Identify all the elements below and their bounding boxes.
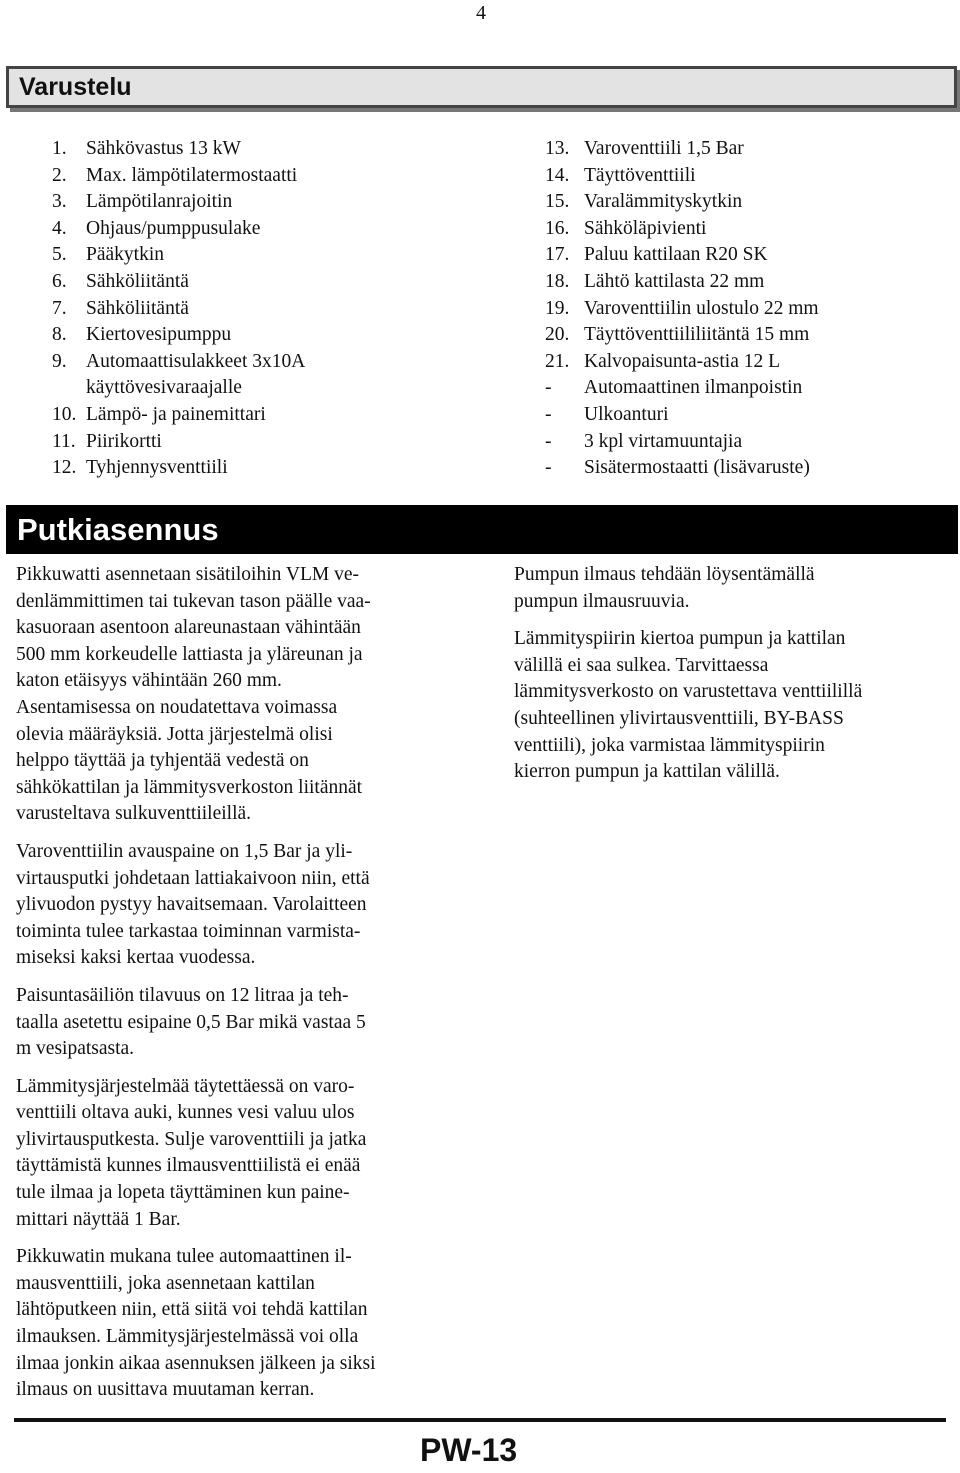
text-line: välillä ei saa sulkea. Tarvittaessa [514, 654, 769, 676]
equipment-item-number: 16. [545, 217, 570, 239]
equipment-item [545, 429, 819, 456]
model-code: PW-13 [420, 1432, 518, 1468]
equipment-item [52, 242, 305, 269]
equipment-item-number: 3. [52, 191, 67, 213]
equipment-item-text: Lämpötilanrajoitin [86, 191, 233, 213]
equipment-item [52, 375, 305, 402]
equipment-item-number: 4. [52, 217, 67, 239]
text-line: mausventtiili, joka asennetaan kattilan [16, 1272, 315, 1294]
equipment-item [545, 322, 819, 349]
equipment-item-text: Varoventtiilin ulostulo 22 mm [584, 297, 819, 319]
text-line: (suhteellinen ylivirtausventtiili, BY-BASS [514, 707, 844, 729]
text-line: Pikkuwatti asennetaan sisätiloihin VLM ve- [16, 564, 360, 585]
equipment-item-number: - [545, 377, 552, 399]
text-line: sähkökattilan ja lämmitysverkoston liitännät [16, 776, 363, 798]
text-line: virtausputki johdetaan lattiakaivoon niin, että [16, 867, 370, 889]
section-header-installation [6, 505, 958, 554]
equipment-item-text: Paluu kattilaan R20 SK [584, 244, 768, 266]
text-line: taalla asetettu esipaine 0,5 Bar mikä vastaa 5 [16, 1011, 366, 1033]
equipment-item-text: Lähtö kattilasta 22 mm [584, 270, 765, 292]
equipment-item-text: Sähkövastus 13 kW [86, 138, 241, 159]
text-line: 500 mm korkeudelle lattiasta ja yläreunan ja [16, 643, 363, 665]
equipment-item [545, 349, 819, 376]
equipment-item [52, 189, 305, 216]
equipment-item [52, 296, 305, 323]
text-line: ilmaa jonkin aikaa asennuksen jälkeen ja siksi [16, 1352, 376, 1374]
text-line: toiminta tulee tarkastaa toiminnan varmista- [16, 920, 361, 942]
equipment-item-text: Kiertovesipumppu [86, 324, 232, 346]
equipment-item-text: 3 kpl virtamuuntajia [584, 430, 743, 452]
text-line: venttiili oltava auki, kunnes vesi valuu ulos [16, 1102, 355, 1124]
equipment-item [52, 402, 305, 429]
equipment-item [52, 455, 305, 482]
equipment-item [545, 296, 819, 323]
text-line: katon etäisyys vähintään 260 mm. [16, 670, 282, 692]
text-line: Pumpun ilmaus tehdään löysentämällä [514, 564, 815, 585]
equipment-item [52, 349, 305, 376]
paragraph [16, 562, 446, 828]
text-line: Asentamisessa on noudatettava voimassa [16, 696, 338, 718]
text-line: Varoventtiilin avauspaine on 1,5 Bar ja yli- [16, 840, 353, 862]
installation-text-right [514, 562, 914, 797]
text-line: helppo täyttää ja tyhjentää vedestä on [16, 750, 309, 772]
text-line: miseksi kaksi kertaa vuodessa. [16, 947, 256, 969]
equipment-item [52, 136, 305, 163]
paragraph [16, 839, 446, 972]
equipment-item-text: Sähköliitäntä [86, 270, 189, 292]
equipment-item-number: 10. [52, 403, 77, 425]
paragraph [16, 983, 446, 1063]
equipment-item-text: Lämpö- ja painemittari [86, 403, 266, 425]
text-line: tule ilmaa ja lopeta täyttäminen kun paine- [16, 1182, 350, 1204]
equipment-item-number: 17. [545, 244, 570, 266]
equipment-item-number: 13. [545, 138, 570, 159]
equipment-list-right [545, 136, 819, 482]
equipment-item-number: 7. [52, 297, 67, 319]
equipment-item [52, 163, 305, 190]
equipment-item-number: - [545, 457, 552, 479]
equipment-item-number: 2. [52, 164, 67, 186]
equipment-item [52, 429, 305, 456]
equipment-item-number: 21. [545, 350, 570, 372]
equipment-item-text: Automaattinen ilmanpoistin [584, 377, 803, 399]
equipment-item-text: Täyttöventtiililiitäntä 15 mm [584, 324, 810, 346]
equipment-item-text: Sisätermostaatti (lisävaruste) [584, 457, 810, 479]
text-line: kasuoraan asentoon alareunastaan vähintään [16, 617, 361, 639]
text-line: täyttämistä kunnes ilmausventtiilistä ei enää [16, 1155, 361, 1177]
text-line: Lämmitysjärjestelmää täytettäessä on varo- [16, 1075, 355, 1097]
equipment-item [52, 322, 305, 349]
equipment-item-number: 12. [52, 457, 77, 479]
paragraph [16, 1244, 446, 1404]
equipment-item-text: Ulkoanturi [584, 403, 669, 425]
text-line: mittari näyttää 1 Bar. [16, 1208, 181, 1230]
equipment-item-number: 6. [52, 270, 67, 292]
equipment-item-text: Sähköläpivienti [584, 217, 707, 239]
equipment-item [545, 375, 819, 402]
text-line: lämmitysverkosto on varustettava venttiilillä [514, 681, 863, 703]
equipment-item [545, 242, 819, 269]
paragraph [16, 1074, 446, 1234]
text-line: lähtöputkeen niin, että siitä voi tehdä kattilan [16, 1299, 368, 1321]
equipment-item [52, 269, 305, 296]
paragraph [514, 626, 914, 786]
equipment-item-text: käyttövesivaraajalle [86, 377, 242, 399]
equipment-item-number: 9. [52, 350, 67, 372]
text-line: pumpun ilmausruuvia. [514, 590, 690, 612]
text-line: ylivuodon pystyy havaitsemaan. Varolaitteen [16, 894, 367, 916]
equipment-item-number: - [545, 430, 552, 452]
text-line: varusteltava sulkuventtiileillä. [16, 803, 252, 825]
equipment-item-text: Varoventtiili 1,5 Bar [584, 138, 744, 159]
installation-text-left [16, 562, 446, 1415]
equipment-item-number: 5. [52, 244, 67, 266]
equipment-item [545, 163, 819, 190]
text-line: ilmaus on uusittava muutaman kerran. [16, 1379, 315, 1401]
equipment-item-text: Piirikortti [86, 430, 162, 452]
equipment-item-number: 19. [545, 297, 570, 319]
equipment-item-text: Ohjaus/pumppusulake [86, 217, 261, 239]
text-line: ilmauksen. Lämmitysjärjestelmässä voi olla [16, 1326, 359, 1348]
text-line: venttiili), joka varmistaa lämmityspiirin [514, 734, 825, 756]
equipment-item-text: Varalämmityskytkin [584, 191, 743, 213]
equipment-item-number: - [545, 403, 552, 425]
paragraph [514, 562, 914, 615]
equipment-item-number: 11. [52, 430, 76, 452]
equipment-item [52, 216, 305, 243]
equipment-item-text: Max. lämpötilatermostaatti [86, 164, 298, 186]
equipment-item-number: 14. [545, 164, 570, 186]
text-line: olevia määräyksiä. Jotta järjestelmä olisi [16, 723, 333, 745]
equipment-item [545, 269, 819, 296]
equipment-item-text: Täyttöventtiili [584, 164, 696, 186]
text-line: Lämmityspiirin kiertoa pumpun ja kattilan [514, 628, 846, 650]
text-line: denlämmittimen tai tukevan tason päälle vaa- [16, 590, 371, 612]
equipment-item-text: Tyhjennysventtiili [86, 457, 228, 479]
equipment-item-text: Sähköliitäntä [86, 297, 189, 319]
section-title-installation: Putkiasennus [17, 512, 219, 547]
equipment-item [545, 455, 819, 482]
text-line: m vesipatsasta. [16, 1038, 135, 1060]
equipment-item-number: 20. [545, 324, 570, 346]
footer-divider [14, 1418, 946, 1422]
text-line: Paisuntasäiliön tilavuus on 12 litraa ja teh- [16, 984, 349, 1006]
text-line: kierron pumpun ja kattilan välillä. [514, 761, 780, 783]
equipment-item-text: Kalvopaisunta-astia 12 L [584, 350, 781, 372]
text-line: Pikkuwatin mukana tulee automaattinen il- [16, 1246, 352, 1268]
section-header-equipment [6, 66, 957, 108]
page-number: 4 [476, 2, 486, 24]
equipment-item-number: 1. [52, 138, 67, 159]
equipment-item-text: Pääkytkin [86, 244, 164, 266]
equipment-item [545, 216, 819, 243]
equipment-item-number: 18. [545, 270, 570, 292]
equipment-item [545, 402, 819, 429]
section-title-equipment: Varustelu [19, 73, 132, 101]
equipment-item-number: 8. [52, 324, 67, 346]
equipment-item-text: Automaattisulakkeet 3x10A [86, 350, 306, 372]
equipment-item [545, 189, 819, 216]
equipment-item [545, 136, 819, 163]
text-line: ylivirtausputkesta. Sulje varoventtiili ja jatka [16, 1128, 367, 1150]
equipment-list-left [52, 136, 305, 482]
equipment-item-number: 15. [545, 191, 570, 213]
